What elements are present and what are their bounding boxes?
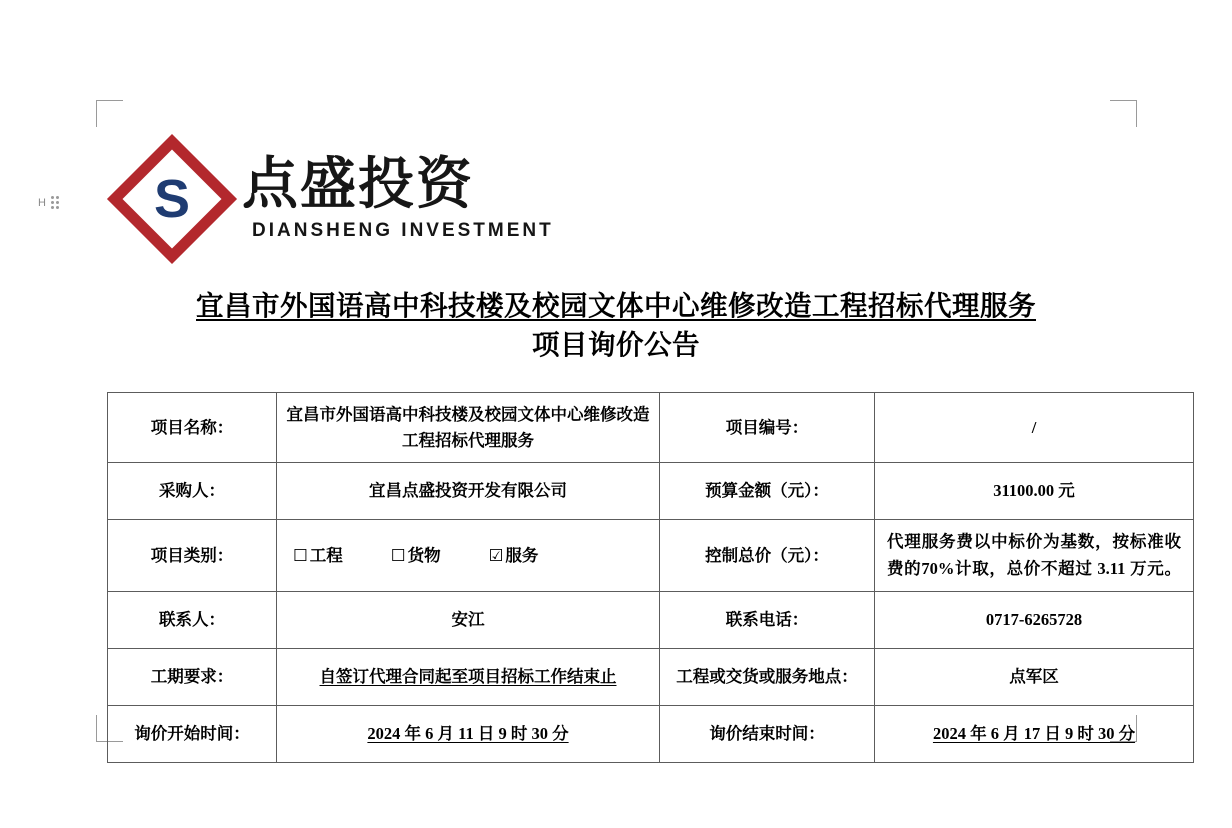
logo-diamond-icon bbox=[108, 147, 236, 250]
checkbox-checked-icon: ☑ bbox=[488, 545, 504, 565]
checkbox-unchecked-icon: ☐ bbox=[390, 545, 406, 565]
cell-label-location: 工程或交货或服务地点： bbox=[660, 648, 875, 705]
cell-label-contact-person: 联系人： bbox=[108, 591, 277, 648]
cell-value-contact-phone: 0717-6265728 bbox=[875, 591, 1194, 648]
checkbox-label-engineering: 工程 bbox=[309, 545, 343, 565]
cell-value-purchaser: 宜昌点盛投资开发有限公司 bbox=[277, 463, 660, 520]
category-checkbox-group bbox=[285, 543, 651, 569]
page-title bbox=[120, 286, 1112, 364]
logo-company-en: DIANSHENG INVESTMENT bbox=[252, 219, 554, 241]
company-logo bbox=[108, 142, 608, 255]
checkbox-label-service: 服务 bbox=[505, 545, 539, 565]
checkbox-unchecked-icon: ☐ bbox=[293, 545, 308, 565]
cell-value-budget: 31100.00 元 bbox=[875, 463, 1194, 520]
table-row bbox=[108, 393, 1194, 463]
cell-value-control-price bbox=[875, 520, 1194, 592]
cell-label-purchaser: 采购人： bbox=[108, 463, 277, 520]
checkbox-option-goods[interactable] bbox=[391, 543, 441, 569]
cell-label-contact-phone: 联系电话： bbox=[660, 591, 875, 648]
table-row bbox=[108, 705, 1194, 762]
page-title-line-1: 宜昌市外国语高中科技楼及校园文体中心维修改造工程招标代理服务 bbox=[196, 290, 1036, 321]
page-title-line-2: 项目询价公告 bbox=[532, 329, 700, 361]
logo-text-block bbox=[242, 152, 564, 242]
crop-mark-top-right bbox=[1110, 100, 1137, 127]
checkbox-option-engineering[interactable] bbox=[293, 543, 343, 569]
handle-label: H bbox=[38, 196, 45, 209]
cell-label-start-time: 询价开始时间： bbox=[108, 705, 277, 762]
drag-dots-icon[interactable] bbox=[51, 196, 59, 209]
logo-en-row bbox=[242, 220, 564, 242]
cell-label-project-number: 项目编号： bbox=[660, 393, 875, 463]
control-price-text: 代理服务费以中标价为基数，按标准收费的70%计取，总价不超过 3.11 万元。 bbox=[887, 532, 1181, 578]
cell-label-end-time: 询价结束时间： bbox=[660, 705, 875, 762]
object-drag-handle[interactable] bbox=[38, 196, 59, 209]
crop-mark-top-left bbox=[96, 100, 123, 127]
cell-label-project-name: 项目名称： bbox=[108, 393, 277, 463]
table-row bbox=[108, 520, 1194, 592]
cell-value-end-time: 2024 年 6 月 17 日 9 时 30 分 bbox=[875, 705, 1194, 762]
table-row bbox=[108, 463, 1194, 520]
cell-value-project-name: 宜昌市外国语高中科技楼及校园文体中心维修改造工程招标代理服务 bbox=[277, 393, 660, 463]
cell-value-contact-person: 安江 bbox=[277, 591, 660, 648]
cell-value-start-time: 2024 年 6 月 11 日 9 时 30 分 bbox=[277, 705, 660, 762]
checkbox-label-goods: 货物 bbox=[407, 545, 441, 565]
cell-label-control-price: 控制总价（元）： bbox=[660, 520, 875, 592]
checkbox-option-service[interactable] bbox=[489, 543, 539, 569]
cell-value-project-number: / bbox=[875, 393, 1194, 463]
logo-mark-letter: S bbox=[153, 168, 191, 229]
cell-label-budget: 预算金额（元）： bbox=[660, 463, 875, 520]
cell-label-category: 项目类别： bbox=[108, 520, 277, 592]
cell-value-location: 点军区 bbox=[875, 648, 1194, 705]
project-info-table bbox=[107, 392, 1194, 763]
table-row bbox=[108, 591, 1194, 648]
logo-company-cn: 点盛投资 bbox=[242, 152, 474, 216]
cell-value-duration: 自签订代理合同起至项目招标工作结束止 bbox=[277, 648, 660, 705]
cell-value-category bbox=[277, 520, 660, 592]
cell-label-duration: 工期要求： bbox=[108, 648, 277, 705]
table-row bbox=[108, 648, 1194, 705]
